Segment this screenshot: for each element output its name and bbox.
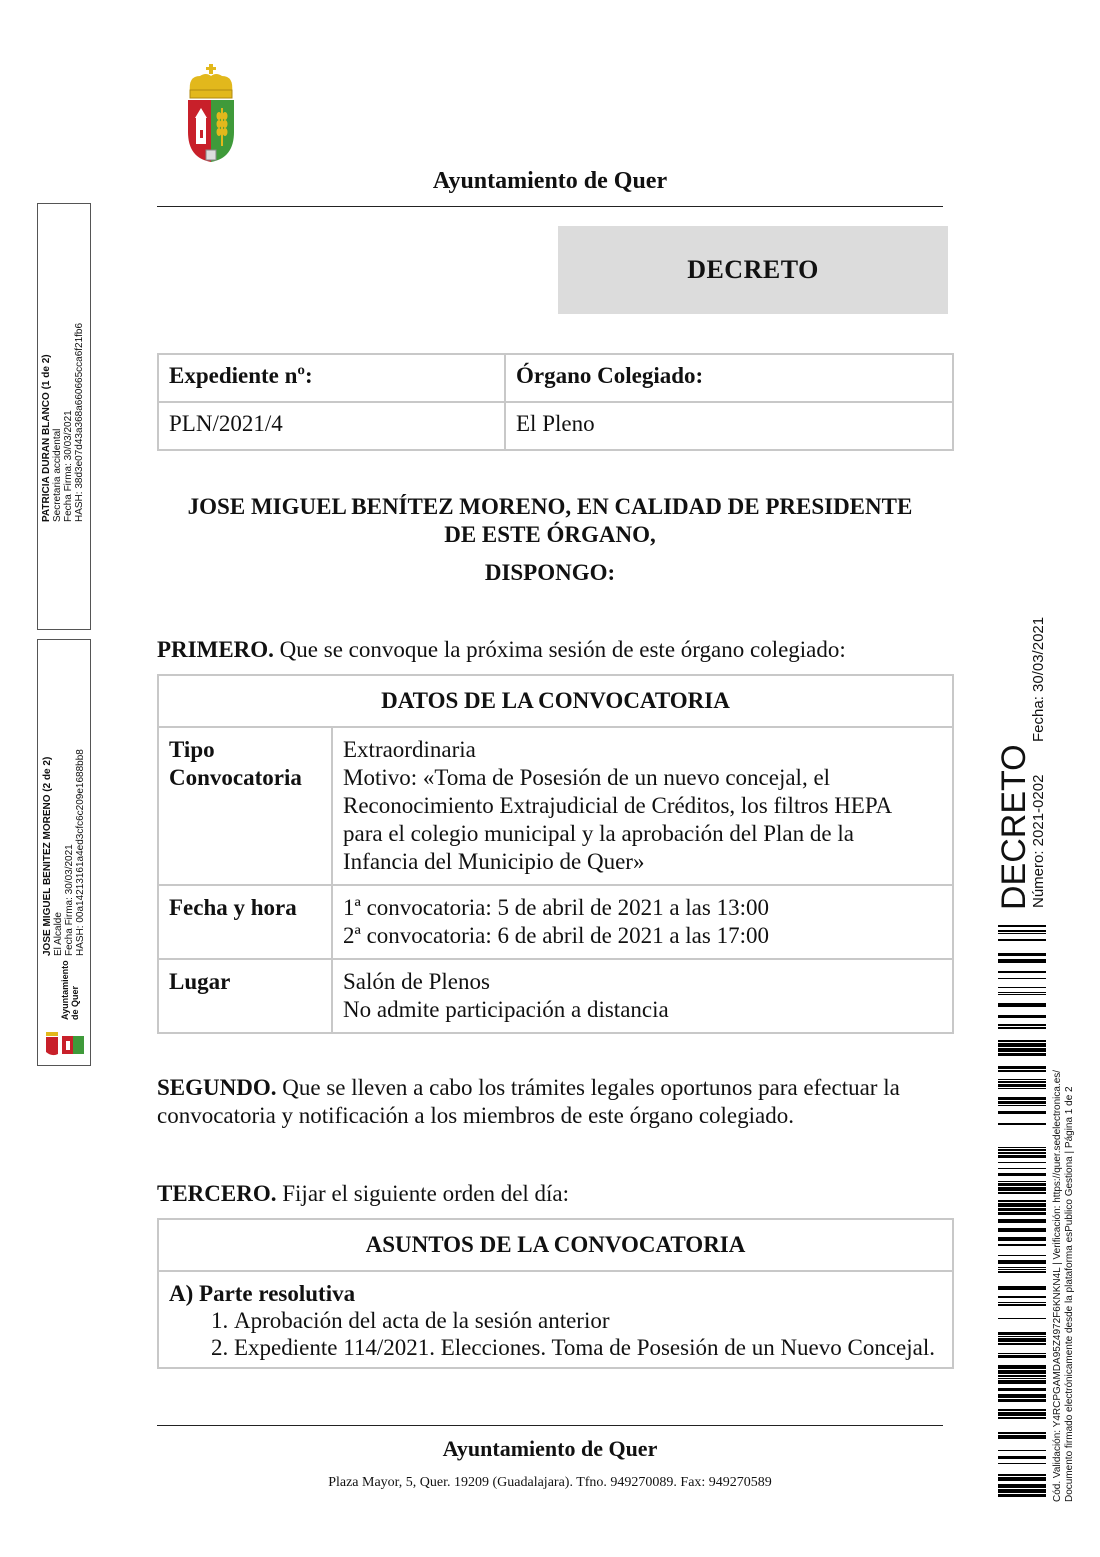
signature-2-logo-line-2: de Quer	[70, 985, 80, 1020]
lugar-label: Lugar	[158, 959, 332, 1033]
barcode-bar	[998, 1081, 1046, 1083]
barcode-bar	[998, 1489, 1046, 1493]
signature-1-text	[41, 323, 85, 522]
barcode-bar	[998, 925, 1046, 927]
fecha-value	[332, 885, 953, 959]
barcode-bar	[998, 1484, 1046, 1488]
barcode-bar	[998, 1155, 1046, 1158]
signature-2-role: El Alcalde	[53, 912, 64, 956]
barcode-bar	[998, 933, 1046, 934]
barcode-bar	[998, 1187, 1046, 1191]
signature-2-name: JOSE MIGUEL BENITEZ MORENO (2 de 2)	[42, 756, 53, 956]
signature-2-crest-icon	[42, 1026, 86, 1060]
tipo-label-line-1: Tipo	[169, 737, 215, 762]
barcode-bar	[998, 1208, 1046, 1211]
primero-label: PRIMERO.	[157, 637, 274, 662]
barcode-bar	[998, 1149, 1046, 1151]
tercero-paragraph	[157, 1180, 957, 1208]
motivo-line-3: para el colegio municipal y la aprobación del Plan de la	[343, 821, 854, 846]
barcode-bar	[998, 1027, 1046, 1029]
document-type-label: DECRETO	[687, 255, 819, 284]
stamp-validation-text	[1052, 1070, 1076, 1502]
barcode-bar	[998, 1286, 1046, 1290]
barcode-bar	[998, 1380, 1046, 1384]
organo-value: El Pleno	[505, 402, 953, 450]
signature-box-1	[37, 203, 91, 630]
barcode-bar	[998, 1417, 1046, 1419]
signature-1-role: Secretaria accidental	[52, 428, 63, 522]
barcode-bar	[998, 1219, 1046, 1223]
expediente-table	[157, 353, 954, 451]
barcode-bar	[998, 1203, 1046, 1207]
segundo-label: SEGUNDO.	[157, 1075, 277, 1100]
stamp-numero: Número: 2021-0202	[1030, 774, 1047, 908]
barcode-bar	[998, 1304, 1046, 1306]
municipal-crest-logo	[182, 62, 240, 168]
signature-2-hash: HASH: 00a14213161a4ed3cfc6c209e1688bb8	[75, 749, 86, 956]
barcode-bar	[998, 1192, 1046, 1194]
presidente-line-2: DE ESTE ÓRGANO,	[444, 522, 656, 547]
barcode-bar	[998, 1183, 1046, 1186]
signature-2-date: Fecha Firma: 30/03/2021	[64, 844, 75, 956]
barcode-bar	[998, 971, 1046, 973]
barcode-bar	[998, 1040, 1046, 1042]
barcode-bar	[998, 1355, 1046, 1358]
barcode-bar	[998, 1255, 1046, 1256]
barcode-bar	[998, 1409, 1046, 1411]
barcode-bar	[998, 1088, 1046, 1089]
list-item: 2. Expediente 114/2021. Elecciones. Toma de Posesión de un Nuevo Concejal.	[234, 1334, 942, 1361]
barcode-bar	[998, 1412, 1046, 1416]
lugar-line-1: Salón de Plenos	[343, 969, 490, 994]
barcode-bar	[998, 1477, 1046, 1481]
barcode-bar	[998, 1152, 1046, 1154]
organo-label: Órgano Colegiado:	[505, 354, 953, 402]
barcode-bar	[998, 1097, 1046, 1100]
barcode-bar	[998, 1048, 1046, 1052]
barcode-bar	[998, 1181, 1046, 1182]
tipo-value	[332, 727, 953, 885]
barcode-bar	[998, 1296, 1046, 1298]
barcode-bar	[998, 1043, 1046, 1047]
datos-heading: DATOS DE LA CONVOCATORIA	[158, 675, 953, 727]
motivo-line-2: Reconocimiento Extrajudicial de Créditos, los filtros HEPA	[343, 793, 893, 818]
list-item: 1. Aprobación del acta de la sesión anterior	[234, 1307, 942, 1334]
segundo-paragraph	[157, 1074, 957, 1130]
segundo-text-1: Que se lleven a cabo los trámites legales oportunos para efectuar la	[282, 1075, 900, 1100]
header-divider	[157, 206, 943, 207]
barcode-bar	[998, 1388, 1046, 1391]
barcode-bar	[998, 1168, 1046, 1169]
barcode-bar	[998, 1200, 1046, 1202]
barcode-bar	[998, 1343, 1046, 1345]
fecha-label: Fecha y hora	[158, 885, 332, 959]
barcode-bar	[998, 1450, 1046, 1451]
tercero-label: TERCERO.	[157, 1181, 277, 1206]
signature-box-2	[37, 639, 91, 1066]
document-type-box	[558, 226, 948, 314]
footer-address: Plaza Mayor, 5, Quer. 19209 (Guadalajara). Tfno. 949270089. Fax: 949270589	[328, 1475, 772, 1490]
barcode-bar	[998, 1084, 1046, 1087]
barcode-bar	[998, 1269, 1046, 1270]
barcode-bar	[998, 1494, 1046, 1497]
barcode-bar	[998, 1456, 1046, 1459]
signature-2-logo-line-1: Ayuntamiento	[60, 960, 70, 1020]
presidente-line-1: JOSE MIGUEL BENÍTEZ MORENO, EN CALIDAD DE PRESIDENTE	[187, 494, 913, 519]
asuntos-heading: ASUNTOS DE LA CONVOCATORIA	[158, 1219, 953, 1271]
barcode-bar	[998, 959, 1046, 963]
barcode-bar	[998, 1212, 1046, 1215]
barcode-bar	[998, 1365, 1046, 1369]
barcode-bar	[998, 1394, 1046, 1398]
barcode-bar	[998, 939, 1046, 941]
barcode-bar	[998, 1399, 1046, 1402]
barcode-bar	[998, 1015, 1046, 1018]
barcode-bar	[998, 987, 1046, 988]
barcode-bar	[998, 1370, 1046, 1374]
barcode-bar	[998, 1336, 1046, 1337]
signature-2-text	[42, 749, 86, 956]
barcode-bar	[998, 1228, 1046, 1232]
signature-1-name: PATRICIA DURAN BLANCO (1 de 2)	[41, 354, 52, 522]
barcode-bar	[998, 1162, 1046, 1163]
header-title: Ayuntamiento de Quer	[432, 168, 668, 194]
barcode-bar	[998, 1260, 1046, 1264]
barcode-bar	[998, 1024, 1046, 1026]
barcode-bar	[998, 1302, 1046, 1303]
barcode-bar	[998, 1318, 1046, 1319]
barcode-bar	[998, 994, 1046, 995]
tipo-value-text: Extraordinaria	[343, 737, 476, 762]
datos-convocatoria-table	[157, 674, 954, 1034]
lugar-line-2: No admite participación a distancia	[343, 997, 669, 1022]
barcode-bar	[998, 1111, 1046, 1114]
barcode-bar	[998, 1435, 1046, 1439]
barcode-bar	[998, 1375, 1046, 1377]
barcode-bar	[998, 1101, 1046, 1104]
barcode-bar	[998, 1474, 1046, 1476]
stamp-document-type: DECRETO	[995, 744, 1033, 910]
barcode-bar	[998, 953, 1046, 956]
barcode-bar	[998, 1105, 1046, 1106]
barcode-bar	[998, 1237, 1046, 1241]
motivo-line-4: Infancia del Municipio de Quer»	[343, 849, 645, 874]
validation-barcode	[998, 925, 1046, 1505]
barcode-bar	[998, 1070, 1046, 1072]
barcode-bar	[998, 930, 1046, 932]
barcode-bar	[998, 1378, 1046, 1379]
primero-paragraph	[157, 636, 957, 664]
expediente-label: Expediente nº:	[158, 354, 505, 402]
footer-divider	[157, 1425, 943, 1426]
barcode-bar	[998, 978, 1046, 979]
barcode-bar	[998, 1053, 1046, 1056]
primero-text: Que se convoque la próxima sesión de este órgano colegiado:	[279, 637, 846, 662]
asuntos-body	[158, 1271, 953, 1368]
tipo-label	[158, 727, 332, 885]
barcode-bar	[998, 992, 1046, 993]
barcode-bar	[998, 1244, 1046, 1246]
signature-1-hash: HASH: 38d3e07d43a368a660665cca6f21fb6	[74, 322, 85, 522]
tercero-text: Fijar el siguiente orden del día:	[282, 1181, 570, 1206]
fecha-segunda: 2ª convocatoria: 6 de abril de 2021 a las 17:00	[343, 923, 769, 948]
barcode-bar	[998, 1173, 1046, 1176]
asuntos-section-title: A) Parte resolutiva	[169, 1281, 356, 1306]
signature-2-logo-text	[60, 960, 80, 1020]
segundo-text-2: convocatoria y notificación a los miembros de este órgano colegiado.	[157, 1103, 794, 1128]
signature-1-date: Fecha Firma: 30/03/2021	[63, 410, 74, 522]
stamp-validacion: Cód. Validación: Y4RCPGAMDA95Z4972F6KNKN4L | Verificación: https://quer.sedelectronica.es/	[1052, 1069, 1063, 1502]
barcode-bar	[998, 1271, 1046, 1273]
dispongo-heading: DISPONGO:	[484, 560, 616, 585]
barcode-bar	[998, 1066, 1046, 1069]
footer-title: Ayuntamiento de Quer	[442, 1436, 658, 1461]
barcode-bar	[998, 1003, 1046, 1007]
lugar-value	[332, 959, 953, 1033]
barcode-bar	[998, 1463, 1046, 1464]
barcode-bar	[998, 1338, 1046, 1342]
barcode-bar	[998, 1147, 1046, 1148]
barcode-bar	[998, 1123, 1046, 1125]
tipo-label-line-2: Convocatoria	[169, 765, 302, 790]
motivo-line-1: Motivo: «Toma de Posesión de un nuevo concejal, el	[343, 765, 831, 790]
asuntos-list	[169, 1307, 942, 1361]
barcode-bar	[998, 1332, 1046, 1335]
stamp-fecha: Fecha: 30/03/2021	[1030, 616, 1047, 742]
stamp-documento: Documento firmado electrónicamente desde la plataforma esPublico Gestiona | Página 1 de 2	[1064, 1086, 1075, 1502]
barcode-bar	[998, 1353, 1046, 1354]
presidente-heading	[165, 493, 935, 549]
barcode-bar	[998, 1432, 1046, 1434]
expediente-value: PLN/2021/4	[158, 402, 505, 450]
barcode-bar	[998, 1267, 1046, 1268]
barcode-bar	[998, 1079, 1046, 1080]
fecha-primera: 1ª convocatoria: 5 de abril de 2021 a las 13:00	[343, 895, 769, 920]
asuntos-convocatoria-table	[157, 1218, 954, 1369]
